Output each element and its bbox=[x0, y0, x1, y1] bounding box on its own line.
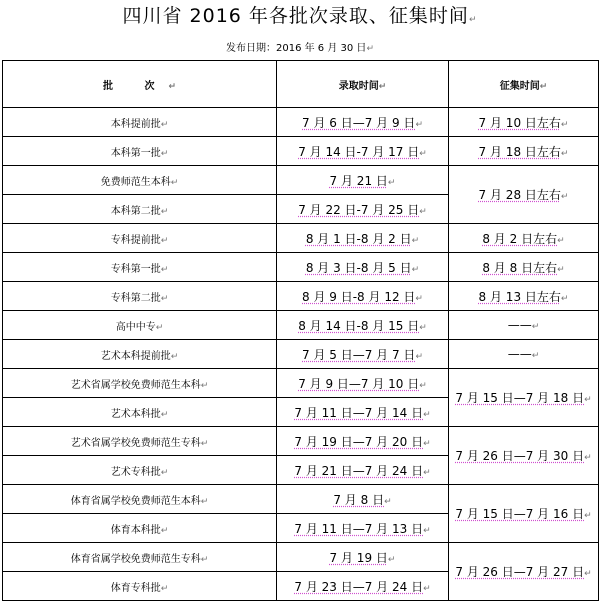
batch-cell bbox=[3, 398, 277, 427]
batch-cell bbox=[3, 369, 277, 398]
batch-label: 体育省属学校免费师范生专科 bbox=[70, 553, 201, 565]
batch-label: 高中中专 bbox=[115, 321, 156, 333]
paragraph-mark-icon: ↵ bbox=[415, 293, 423, 304]
collect-time-value: 7 月 26 日—7 月 30 日 bbox=[455, 449, 585, 463]
admit-time-value: 7 月 21 日 bbox=[329, 173, 388, 188]
table-row bbox=[3, 369, 599, 398]
collect-time-value: 8 月 13 日左右 bbox=[478, 289, 561, 304]
admit-time-value: 7 月 11 日—7 月 14 日 bbox=[294, 405, 424, 420]
publish-date bbox=[0, 42, 600, 56]
document-title bbox=[0, 3, 600, 33]
header-admit-label: 录取时间 bbox=[338, 80, 379, 92]
paragraph-mark-icon: ↵ bbox=[419, 380, 427, 391]
batch-cell bbox=[3, 572, 277, 601]
batch-cell bbox=[3, 108, 277, 137]
collect-time-cell bbox=[449, 340, 599, 369]
paragraph-mark-icon: ↵ bbox=[170, 177, 179, 188]
table-row bbox=[3, 340, 599, 369]
batch-cell bbox=[3, 427, 277, 456]
table-row bbox=[3, 282, 599, 311]
admit-time-value: 8 月 14 日-8 月 15 日 bbox=[298, 318, 420, 333]
paragraph-mark-icon: ↵ bbox=[423, 583, 431, 594]
paragraph-mark-icon: ↵ bbox=[160, 264, 169, 275]
collect-time-value: 7 月 26 日—7 月 27 日 bbox=[455, 565, 585, 579]
paragraph-mark-icon: ↵ bbox=[160, 525, 169, 536]
collect-time-value: 7 月 28 日左右 bbox=[478, 188, 561, 202]
schedule-table bbox=[2, 60, 599, 601]
admit-time-cell bbox=[277, 311, 449, 340]
paragraph-mark-icon: ↵ bbox=[160, 409, 169, 420]
paragraph-mark-icon: ↵ bbox=[531, 322, 540, 332]
admit-time-value: 7 月 23 日—7 月 24 日 bbox=[294, 579, 424, 594]
collect-time-cell bbox=[449, 485, 599, 543]
paragraph-mark-icon: ↵ bbox=[423, 438, 431, 449]
batch-label: 免费师范生本科 bbox=[100, 176, 171, 188]
admit-time-cell bbox=[277, 369, 449, 398]
collect-time-value: 7 月 10 日左右 bbox=[478, 115, 561, 130]
paragraph-mark-icon: ↵ bbox=[160, 148, 169, 159]
table-row bbox=[3, 108, 599, 137]
admit-time-value: 7 月 19 日 bbox=[329, 550, 388, 565]
batch-cell bbox=[3, 456, 277, 485]
collect-time-value: —— bbox=[507, 347, 532, 361]
collect-time-value: 7 月 18 日左右 bbox=[478, 144, 561, 159]
batch-cell bbox=[3, 485, 277, 514]
collect-time-cell bbox=[449, 253, 599, 282]
paragraph-mark-icon: ↵ bbox=[557, 235, 565, 246]
admit-time-value: 8 月 1 日-8 月 2 日 bbox=[305, 231, 412, 246]
paragraph-mark-icon: ↵ bbox=[170, 351, 179, 362]
batch-cell bbox=[3, 311, 277, 340]
table-row bbox=[3, 166, 599, 195]
paragraph-mark-icon: ↵ bbox=[168, 81, 177, 92]
collect-time-cell bbox=[449, 108, 599, 137]
paragraph-mark-icon: ↵ bbox=[160, 467, 169, 478]
admit-time-cell bbox=[277, 485, 449, 514]
paragraph-mark-icon: ↵ bbox=[200, 554, 209, 565]
admit-time-cell bbox=[277, 340, 449, 369]
admit-time-cell bbox=[277, 398, 449, 427]
paragraph-mark-icon: ↵ bbox=[411, 235, 420, 246]
admit-time-value: 8 月 9 日-8 月 12 日 bbox=[302, 289, 416, 304]
paragraph-mark-icon: ↵ bbox=[584, 453, 592, 463]
paragraph-mark-icon: ↵ bbox=[411, 264, 420, 275]
admit-time-cell bbox=[277, 282, 449, 311]
admit-time-cell bbox=[277, 543, 449, 572]
admit-time-cell bbox=[277, 195, 449, 224]
table-row bbox=[3, 427, 599, 456]
batch-cell bbox=[3, 224, 277, 253]
admit-time-cell bbox=[277, 137, 449, 166]
paragraph-mark-icon: ↵ bbox=[560, 192, 569, 202]
paragraph-mark-icon: ↵ bbox=[387, 177, 396, 188]
batch-label: 体育专科批 bbox=[110, 582, 161, 594]
paragraph-mark-icon: ↵ bbox=[531, 351, 540, 361]
admit-time-cell bbox=[277, 253, 449, 282]
admit-time-value: 8 月 3 日-8 月 5 日 bbox=[305, 260, 412, 275]
batch-cell bbox=[3, 195, 277, 224]
admit-time-cell bbox=[277, 427, 449, 456]
collect-time-value: 8 月 2 日左右 bbox=[482, 231, 558, 246]
paragraph-mark-icon: ↵ bbox=[539, 81, 548, 92]
paragraph-mark-icon: ↵ bbox=[584, 569, 592, 579]
paragraph-mark-icon: ↵ bbox=[366, 44, 374, 54]
header-batch: 批 次↵ bbox=[3, 61, 277, 108]
collect-time-cell bbox=[449, 224, 599, 253]
admit-time-value: 7 月 14 日-7 月 17 日 bbox=[298, 144, 420, 159]
batch-label: 本科第二批 bbox=[110, 205, 161, 217]
table-row bbox=[3, 224, 599, 253]
admit-time-value: 7 月 22 日-7 月 25 日 bbox=[298, 202, 420, 217]
table-row bbox=[3, 485, 599, 514]
document-title-text: 四川省 2016 年各批次录取、征集时间 bbox=[122, 5, 469, 27]
batch-label: 体育本科批 bbox=[110, 524, 161, 536]
admit-time-value: 7 月 6 日—7 月 9 日 bbox=[302, 115, 416, 130]
paragraph-mark-icon: ↵ bbox=[468, 15, 478, 25]
header-collect-time bbox=[449, 61, 599, 108]
batch-label: 艺术本科提前批 bbox=[100, 350, 171, 362]
paragraph-mark-icon: ↵ bbox=[560, 293, 569, 304]
admit-time-value: 7 月 19 日—7 月 20 日 bbox=[294, 434, 424, 449]
paragraph-mark-icon: ↵ bbox=[415, 351, 423, 362]
admit-time-value: 7 月 11 日—7 月 13 日 bbox=[294, 521, 424, 536]
table-row bbox=[3, 311, 599, 340]
batch-label: 本科提前批 bbox=[110, 118, 161, 130]
batch-label: 艺术本科批 bbox=[110, 408, 161, 420]
batch-cell bbox=[3, 137, 277, 166]
batch-label: 艺术省属学校免费师范生本科 bbox=[70, 379, 201, 391]
paragraph-mark-icon: ↵ bbox=[200, 438, 209, 449]
collect-time-cell bbox=[449, 543, 599, 601]
batch-cell bbox=[3, 340, 277, 369]
paragraph-mark-icon: ↵ bbox=[584, 395, 592, 405]
collect-time-value: 7 月 15 日—7 月 18 日 bbox=[455, 391, 585, 405]
batch-cell bbox=[3, 514, 277, 543]
batch-label: 专科提前批 bbox=[110, 234, 161, 246]
batch-label: 专科第二批 bbox=[110, 292, 161, 304]
paragraph-mark-icon: ↵ bbox=[160, 583, 169, 594]
paragraph-mark-icon: ↵ bbox=[387, 554, 396, 565]
paragraph-mark-icon: ↵ bbox=[160, 235, 169, 246]
paragraph-mark-icon: ↵ bbox=[419, 322, 427, 333]
admit-time-value: 7 月 5 日—7 月 7 日 bbox=[302, 347, 416, 362]
admit-time-cell bbox=[277, 456, 449, 485]
paragraph-mark-icon: ↵ bbox=[423, 525, 431, 536]
table-row bbox=[3, 253, 599, 282]
batch-label: 艺术省属学校免费师范生专科 bbox=[70, 437, 201, 449]
paragraph-mark-icon: ↵ bbox=[557, 264, 565, 275]
batch-cell bbox=[3, 253, 277, 282]
admit-time-value: 7 月 9 日—7 月 10 日 bbox=[298, 376, 420, 391]
paragraph-mark-icon: ↵ bbox=[419, 148, 427, 159]
table-row bbox=[3, 543, 599, 572]
batch-label: 体育省属学校免费师范生本科 bbox=[70, 495, 201, 507]
paragraph-mark-icon: ↵ bbox=[560, 148, 569, 159]
paragraph-mark-icon: ↵ bbox=[200, 380, 209, 391]
paragraph-mark-icon: ↵ bbox=[200, 496, 209, 507]
collect-time-value: 7 月 15 日—7 月 16 日 bbox=[455, 507, 585, 521]
paragraph-mark-icon: ↵ bbox=[160, 293, 169, 304]
collect-time-cell bbox=[449, 311, 599, 340]
collect-time-cell bbox=[449, 369, 599, 427]
batch-cell bbox=[3, 166, 277, 195]
admit-time-cell bbox=[277, 572, 449, 601]
paragraph-mark-icon: ↵ bbox=[423, 409, 431, 420]
batch-label: 艺术专科批 bbox=[110, 466, 161, 478]
paragraph-mark-icon: ↵ bbox=[584, 511, 592, 521]
admit-time-value: 7 月 8 日 bbox=[333, 492, 385, 507]
table-row bbox=[3, 137, 599, 166]
collect-time-value: —— bbox=[507, 318, 532, 332]
paragraph-mark-icon: ↵ bbox=[160, 119, 169, 130]
paragraph-mark-icon: ↵ bbox=[155, 322, 164, 333]
paragraph-mark-icon: ↵ bbox=[415, 119, 423, 130]
header-collect-label: 征集时间 bbox=[499, 80, 540, 92]
admit-time-value: 7 月 21 日—7 月 24 日 bbox=[294, 463, 424, 478]
paragraph-mark-icon: ↵ bbox=[378, 81, 387, 92]
paragraph-mark-icon: ↵ bbox=[419, 206, 427, 217]
paragraph-mark-icon: ↵ bbox=[423, 467, 431, 478]
batch-cell bbox=[3, 282, 277, 311]
collect-time-value: 8 月 8 日左右 bbox=[482, 260, 558, 275]
header-admit-time bbox=[277, 61, 449, 108]
publish-date-text: 发布日期：2016 年 6 月 30 日 bbox=[226, 43, 367, 54]
batch-label: 专科第一批 bbox=[110, 263, 161, 275]
paragraph-mark-icon: ↵ bbox=[160, 206, 169, 217]
admit-time-cell bbox=[277, 224, 449, 253]
collect-time-cell bbox=[449, 166, 599, 224]
table-header-row bbox=[3, 61, 599, 108]
collect-time-cell bbox=[449, 427, 599, 485]
paragraph-mark-icon: ↵ bbox=[560, 119, 569, 130]
collect-time-cell bbox=[449, 137, 599, 166]
admit-time-cell bbox=[277, 166, 449, 195]
collect-time-cell bbox=[449, 282, 599, 311]
admit-time-cell bbox=[277, 108, 449, 137]
batch-cell bbox=[3, 543, 277, 572]
batch-label: 本科第一批 bbox=[110, 147, 161, 159]
admit-time-cell bbox=[277, 514, 449, 543]
paragraph-mark-icon: ↵ bbox=[384, 496, 392, 507]
